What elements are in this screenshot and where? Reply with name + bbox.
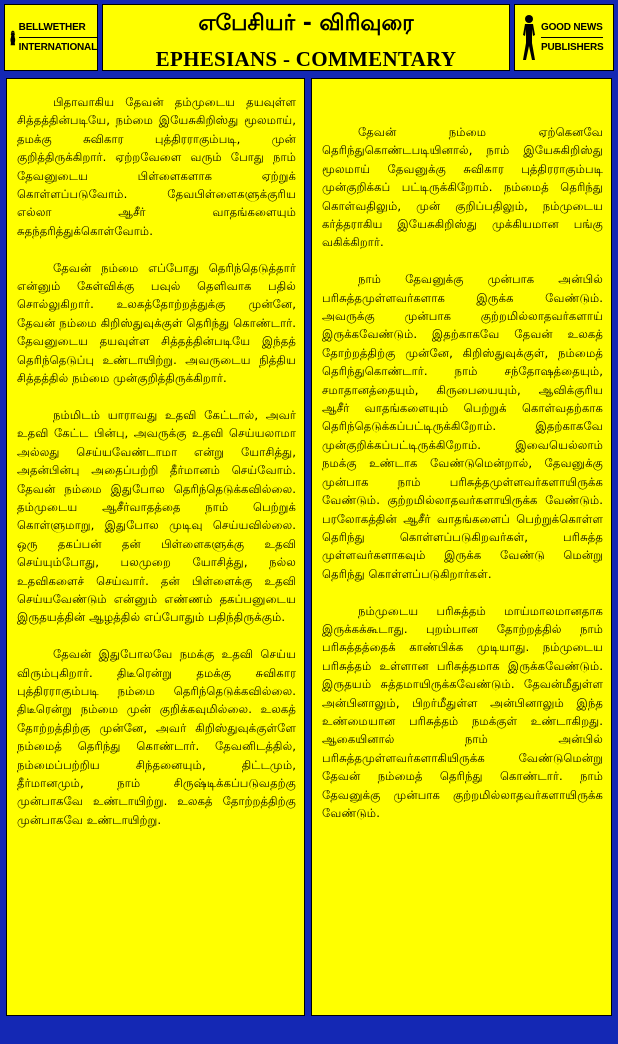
paragraph: நம்முடைய பரிசுத்தம் மாய்மாலமானதாக இருக்கக்கூடாது. புறம்பான தோற்றத்தில் நாம் பரிசுத்தத்தைக் காண்பிக்க முடியாது. நம்முடைய பரிசுத்தம் உள்ளான பரிசுத்தமாக இருக்கவேண்டும். இருதயம் சுத்தமாயிருக்கவேண்டும். தேவன்மீதுள்ள அன்பினாலும், பிறர்மீதுள்ள அன்பினாலும் இந்த உண்மையான பரிசுத்தம் நமக்குள் உண்டாகிறது. ஆகையினால் நாம் அன்பில் பரிசுத்தமுள்ளவர்களாகியிருக்க வேண்டுமென்று தேவன் நம்மைத் தெரிந்து கொண்டார். நாம் தேவனுக்கு முன்பாக குற்றமில்லாதவர்களாயிருக்க வேண்டும். bbox=[322, 603, 603, 820]
left-column bbox=[6, 78, 305, 1016]
good-news-logo bbox=[514, 4, 614, 71]
right-column bbox=[311, 78, 612, 1016]
paragraph: பிதாவாகிய தேவன் தம்முடைய தயவுள்ள சித்தத்தின்படியே, நம்மை இயேசுகிறிஸ்து மூலமாய், தமக்கு சுவிகார புத்திரராகும்படி, முன் குறித்திருக்கிறார். ஏற்றவேளை வரும் போது நாம் தேவனுடைய பிள்ளைகளாக ஏற்றுக் கொள்ளப்படுவோம். தேவபிள்ளைகளுக்குரிய எல்லா ஆசீர் வாதங்களையும் சுதந்தரித்துக்கொள்வோம். bbox=[17, 95, 296, 238]
logo-line-2: INTERNATIONAL bbox=[18, 42, 97, 53]
title-panel bbox=[102, 4, 510, 71]
paragraph: தேவன் நம்மை எப்போது தெரிந்தெடுத்தார் என்னும் கேள்விக்கு பவுல் தெளிவாக பதில் சொல்லுகிறார். உலகத்தோற்றத்துக்கு முன்னே, தேவன் நம்மை கிறிஸ்துவுக்குள் தெரிந்து கொண்டார். தேவனுடைய தயவுள்ள சித்தத்தின்படியே இந்தத் தெரிந்தெடுப்பு உண்டாயிற்று. அவருடைய நித்திய சித்தத்தில் நம்மை முன்குறித்திருக்கிறார். bbox=[17, 260, 296, 386]
title-english: EPHESIANS - COMMENTARY bbox=[155, 47, 457, 71]
bellwether-logo bbox=[4, 4, 98, 71]
logo-line-2: PUBLISHERS bbox=[541, 42, 604, 53]
logo-line-1: BELLWETHER bbox=[19, 18, 97, 38]
ram-icon bbox=[10, 13, 16, 63]
title-tamil: எபேசியர் - விரிவுரை bbox=[198, 11, 414, 36]
logo-line-1: GOOD NEWS bbox=[541, 18, 603, 38]
figure-icon bbox=[520, 13, 538, 63]
paragraph: நாம் தேவனுக்கு முன்பாக அன்பில் பரிசுத்தமுள்ளவர்களாக இருக்க வேண்டும். அவருக்கு முன்பாக குற்றமில்லாதவர்களாய் இருக்கவேண்டும். இதற்காகவே தேவன் உலகத் தோற்றத்திற்கு முன்னே, கிறிஸ்துவுக்குள், நம்மைத் தெரிந்துகொண்டார். நாம் சந்தோஷத்தையும், சமாதானத்தையும், கிருபையையும், ஆவிக்குரிய ஆசீர் வாதங்களையும் பெற்றுக் கொள்வதற்காக தெரிந்தெடுக்கப்பட்டிருக்கிறோம். இதற்காகவே முன்குறிக்கப்பட்டிருக்கிறோம். இவையெல்லாம் நமக்கு உண்டாக வேண்டுமென்றால், தேவனுக்கு முன்பாக நாம் பரிசுத்தமுள்ளவர்களாயிருக்க வேண்டும். குற்றமில்லாதவர்களாயிருக்க வேண்டும். பரலோகத்தின் ஆசீர் வாதங்களைப் பெற்றுக்கொள்ள தெரிந்து கொள்ளப்படுகிறவர்கள், பரிசுத்த முள்ளவர்களாகவும் இருக்க வேண்டு மென்று தெரிந்து கொள்ளப்படுகிறார்கள். bbox=[322, 272, 603, 581]
paragraph: நம்மிடம் யாராவது உதவி கேட்டால், அவர் உதவி கேட்ட பின்பு, அவருக்கு உதவி செய்யலாமா அல்லது செய்யவேண்டாமா என்று யோசித்து, அதன்பின்பு அதைப்பற்றி தீர்மானம் செய்வோம். தேவன் நம்மை இதுபோல தெரிந்தெடுக்கவில்லை. தம்முடைய ஆசீர்வாதத்தை நாம் பெற்றுக் கொள்ளுமாறு, இதுபோல முடிவு செய்யவில்லை. ஒரு தகப்பன் தன் பிள்ளைகளுக்கு உதவி செய்யும்போது, பலமுறை யோசித்து, நல்ல உதவிகளைச் செய்வார். தன் பிள்ளைக்கு உதவி செய்யவேண்டும் என்னும் எண்ணம் தகப்பனுடைய இருதயத்தின் ஆழத்தில் எப்போதும் பதிந்திருக்கும். bbox=[17, 407, 296, 625]
paragraph: தேவன் நம்மை ஏற்கெனவே தெரிந்துகொண்டபடியினால், நாம் இயேசுகிறிஸ்து மூலமாய் தேவனுக்கு சுவிகார புத்திரராகும்படி முன்குறிக்கப் பட்டிருக்கிறோம். நம்மைத் தெரிந்து கொள்வதிலும், முன் குறிப்பதிலும், நம்முடைய கர்த்தராகிய இயேசுகிறிஸ்து முக்கியமான பங்கு வகிக்கிறார். bbox=[322, 125, 603, 250]
paragraph: தேவன் இதுபோலவே நமக்கு உதவி செய்ய விரும்புகிறார். திடீரென்று தமக்கு சுவிகார புத்திரராகும்படி நம்மை தெரிந்தெடுக்கவில்லை. திடீரென்று நம்மை முன் குறிக்கவுமில்லை. உலகத் தோற்றத்திற்கு முன்னே, அவர் கிறிஸ்துவுக்குள்ளே நம்மைத் தெரிந்து கொண்டார். தேவனிடத்தில், நம்மைப்பற்றிய சிந்தனையும், திட்டமும், தீர்மானமும், நாம் சிருஷ்டிக்கப்படுவதற்கு முன்பாகவே உண்டாயிற்று. உலகத் தோற்றத்திற்கு முன்பாகவே உண்டாயிற்று. bbox=[17, 647, 296, 827]
